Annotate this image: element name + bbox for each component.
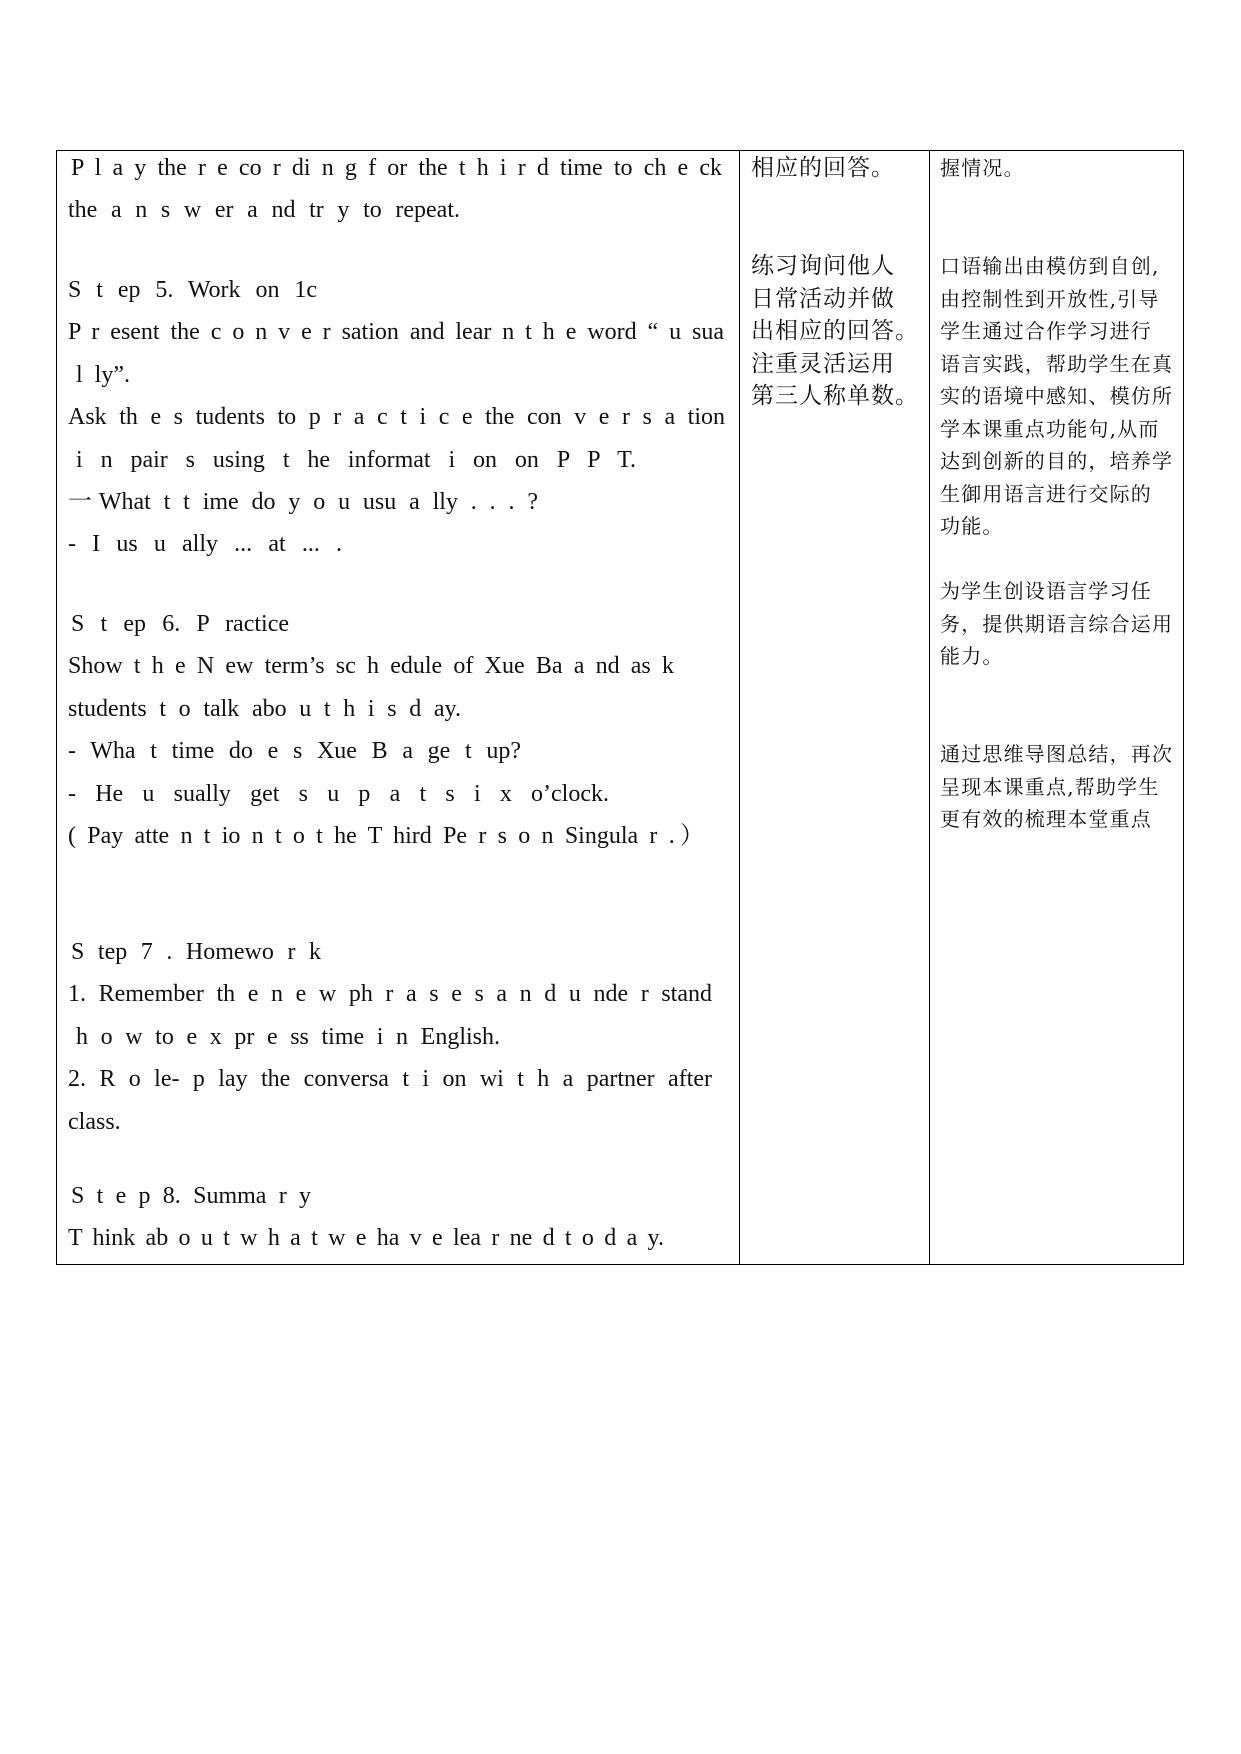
dialogue-line: - He u sually get s u p a t s i x o’clock. — [68, 780, 609, 807]
text-line: 语言实践，帮助学生在真 — [940, 351, 1174, 376]
step-7-heading: S tep 7 . Homewo r k — [71, 939, 321, 965]
step-6-block — [68, 603, 733, 857]
text-line: 第三人称单数。 — [751, 383, 919, 409]
text-line: ( Pay atte n t io n t o t he T hird Pe r s o n Singula r .） — [68, 823, 704, 850]
text-line: 功能。 — [940, 514, 1004, 538]
text-line: 能力。 — [940, 644, 1004, 668]
text-line: 实的语境中感知、模仿所 — [940, 384, 1174, 408]
recording-block — [68, 147, 733, 232]
dialogue-line: - I us u ally ... at ... . — [68, 531, 342, 558]
text-line: 务，提供期语言综合运用 — [940, 611, 1174, 636]
text-line: i n pair s using t he informat i on on P P T. — [76, 446, 636, 473]
text-line: 为学生创设语言学习任 — [940, 579, 1152, 603]
text-line: class. — [68, 1108, 121, 1135]
text-line: P l a y the r e co r di n g f or the t h i r d time to ch e ck — [71, 155, 722, 181]
text-line: 生御用语言进行交际的 — [940, 481, 1152, 506]
text-line: the a n s w er a nd tr y to repeat. — [68, 197, 460, 224]
step-5-heading: S t ep 5. Work on 1c — [68, 277, 317, 303]
step-8-heading: S t e p 8. Summa r y — [71, 1183, 311, 1209]
text-line: 口语输出由模仿到自创, — [940, 254, 1160, 278]
step-8-block — [68, 1175, 733, 1260]
column-divider — [929, 150, 930, 1265]
step-7-block — [68, 931, 733, 1143]
text-line: 学生通过合作学习进行 — [940, 319, 1152, 343]
column-divider — [739, 150, 740, 1265]
text-line: students t o talk abo u t h i s d ay. — [68, 695, 461, 722]
text-line: 由控制性到开放性,引导 — [940, 286, 1160, 311]
text-line: 学本课重点功能句,从而 — [940, 416, 1160, 441]
text-line: 2. R o le- p lay the conversa t i on wi t h a partner after — [68, 1066, 712, 1093]
text-line: 出相应的回答。 — [751, 318, 919, 344]
middle-cell-block — [751, 250, 919, 413]
text-line: T hink ab o u t w h a t w e ha v e lea r ne d t o d a y. — [68, 1225, 664, 1252]
text-line: 通过思维导图总结，再次 — [940, 742, 1174, 766]
dialogue-line: 一What t t ime do y o u usu a lly . . . ? — [68, 489, 538, 516]
step-6-heading: S t ep 6. P ractice — [71, 611, 289, 637]
dialogue-line: - Wha t time do e s Xue B a ge t up? — [68, 738, 521, 765]
text-line: 更有效的梳理本堂重点 — [940, 807, 1152, 831]
text-line: 注重灵活运用 — [751, 350, 895, 377]
text-line: 日常活动并做 — [751, 285, 895, 312]
text-line: 1. Remember th e n e w ph r a s e s a n d u nde r stand — [68, 981, 712, 1008]
step-5-block — [68, 269, 733, 566]
text-line: 呈现本课重点,帮助学生 — [940, 774, 1160, 799]
text-line: 握情况。 — [940, 156, 1025, 180]
text-line: 相应的回答。 — [751, 155, 895, 181]
right-cell-block — [940, 250, 1173, 543]
text-line: P r esent the c o n v e r sation and lear n t h e word “ u sua — [68, 319, 724, 346]
right-cell-block — [940, 152, 1025, 185]
middle-cell-block — [751, 152, 895, 185]
text-line: Show t h e N ew term’s sc h edule of Xue Ba a nd as k — [68, 653, 674, 680]
text-line: h o w to e x pr e ss time i n English. — [76, 1023, 500, 1050]
text-line: 练习询问他人 — [751, 253, 895, 279]
text-line: Ask th e s tudents to p r a c t i c e the con v e r s a tion — [68, 404, 725, 431]
text-line: 达到创新的目的，培养学 — [940, 449, 1174, 473]
right-cell-block — [940, 738, 1173, 836]
text-line: l ly”. — [76, 361, 130, 388]
right-cell-block — [940, 575, 1173, 673]
